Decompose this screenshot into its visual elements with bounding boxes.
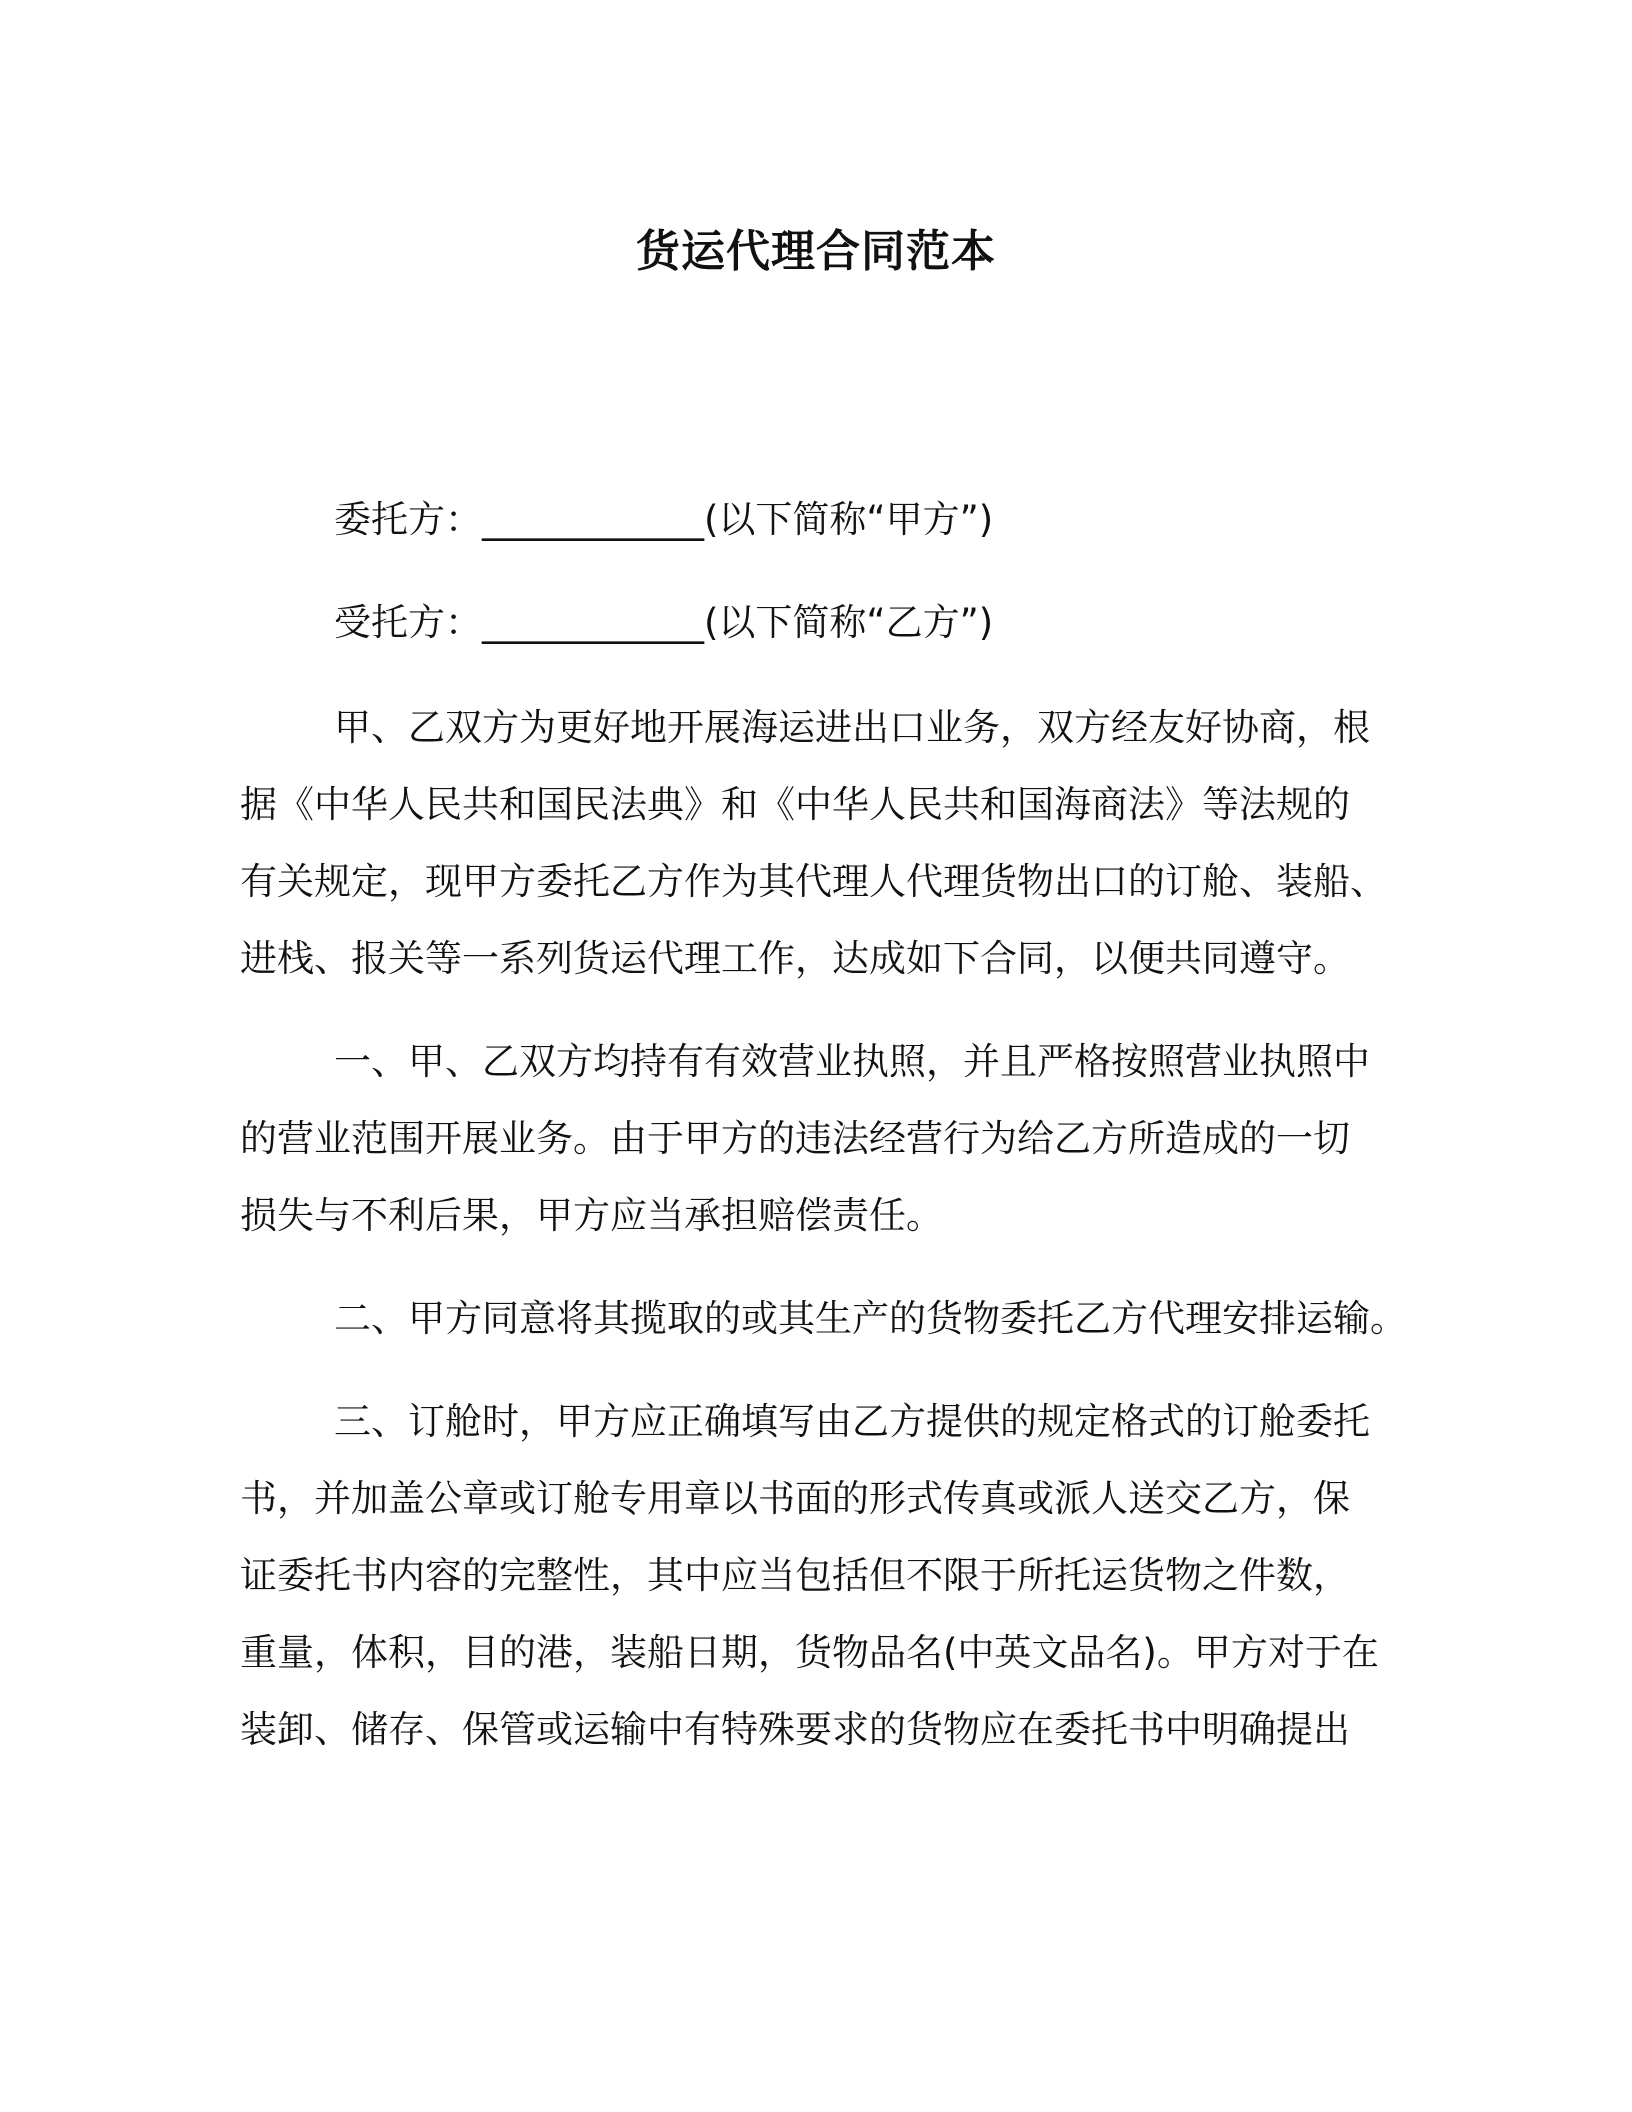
clause-1-line-1: 一、甲、乙双方均持有有效营业执照，并且严格按照营业执照中 — [334, 1040, 1370, 1083]
preamble-line-2: 据《中华人民共和国民法典》和《中华人民共和国海商法》等法规的 — [240, 783, 1350, 826]
clause-3-line-3: 证委托书内容的完整性，其中应当包括但不限于所托运货物之件数， — [240, 1554, 1350, 1597]
preamble-line-3: 有关规定，现甲方委托乙方作为其代理人代理货物出口的订舱、装船、 — [240, 860, 1387, 903]
clause-1-line-2: 的营业范围开展业务。由于甲方的违法经营行为给乙方所造成的一切 — [240, 1117, 1350, 1160]
clause-3-line-4: 重量，体积，目的港，装船日期，货物品名(中英文品名)。甲方对于在 — [240, 1631, 1379, 1674]
clause-3-line-5: 装卸、储存、保管或运输中有特殊要求的货物应在委托书中明确提出 — [240, 1708, 1350, 1751]
client-party-line: 委托方：____________(以下简称“甲方”) — [334, 498, 994, 541]
clause-3-line-2: 书，并加盖公章或订舱专用章以书面的形式传真或派人送交乙方，保 — [240, 1477, 1350, 1520]
document-title: 货运代理合同范本 — [636, 226, 996, 277]
preamble-line-4: 进栈、报关等一系列货运代理工作，达成如下合同，以便共同遵守。 — [240, 937, 1350, 980]
agent-party-line: 受托方：____________(以下简称“乙方”) — [334, 601, 994, 644]
clause-1-line-3: 损失与不利后果，甲方应当承担赔偿责任。 — [240, 1194, 943, 1237]
clause-2-line-1: 二、甲方同意将其揽取的或其生产的货物委托乙方代理安排运输。 — [334, 1297, 1407, 1340]
preamble-line-1: 甲、乙双方为更好地开展海运进出口业务，双方经友好协商，根 — [334, 706, 1370, 749]
clause-3-line-1: 三、订舱时，甲方应正确填写由乙方提供的规定格式的订舱委托 — [334, 1400, 1370, 1443]
